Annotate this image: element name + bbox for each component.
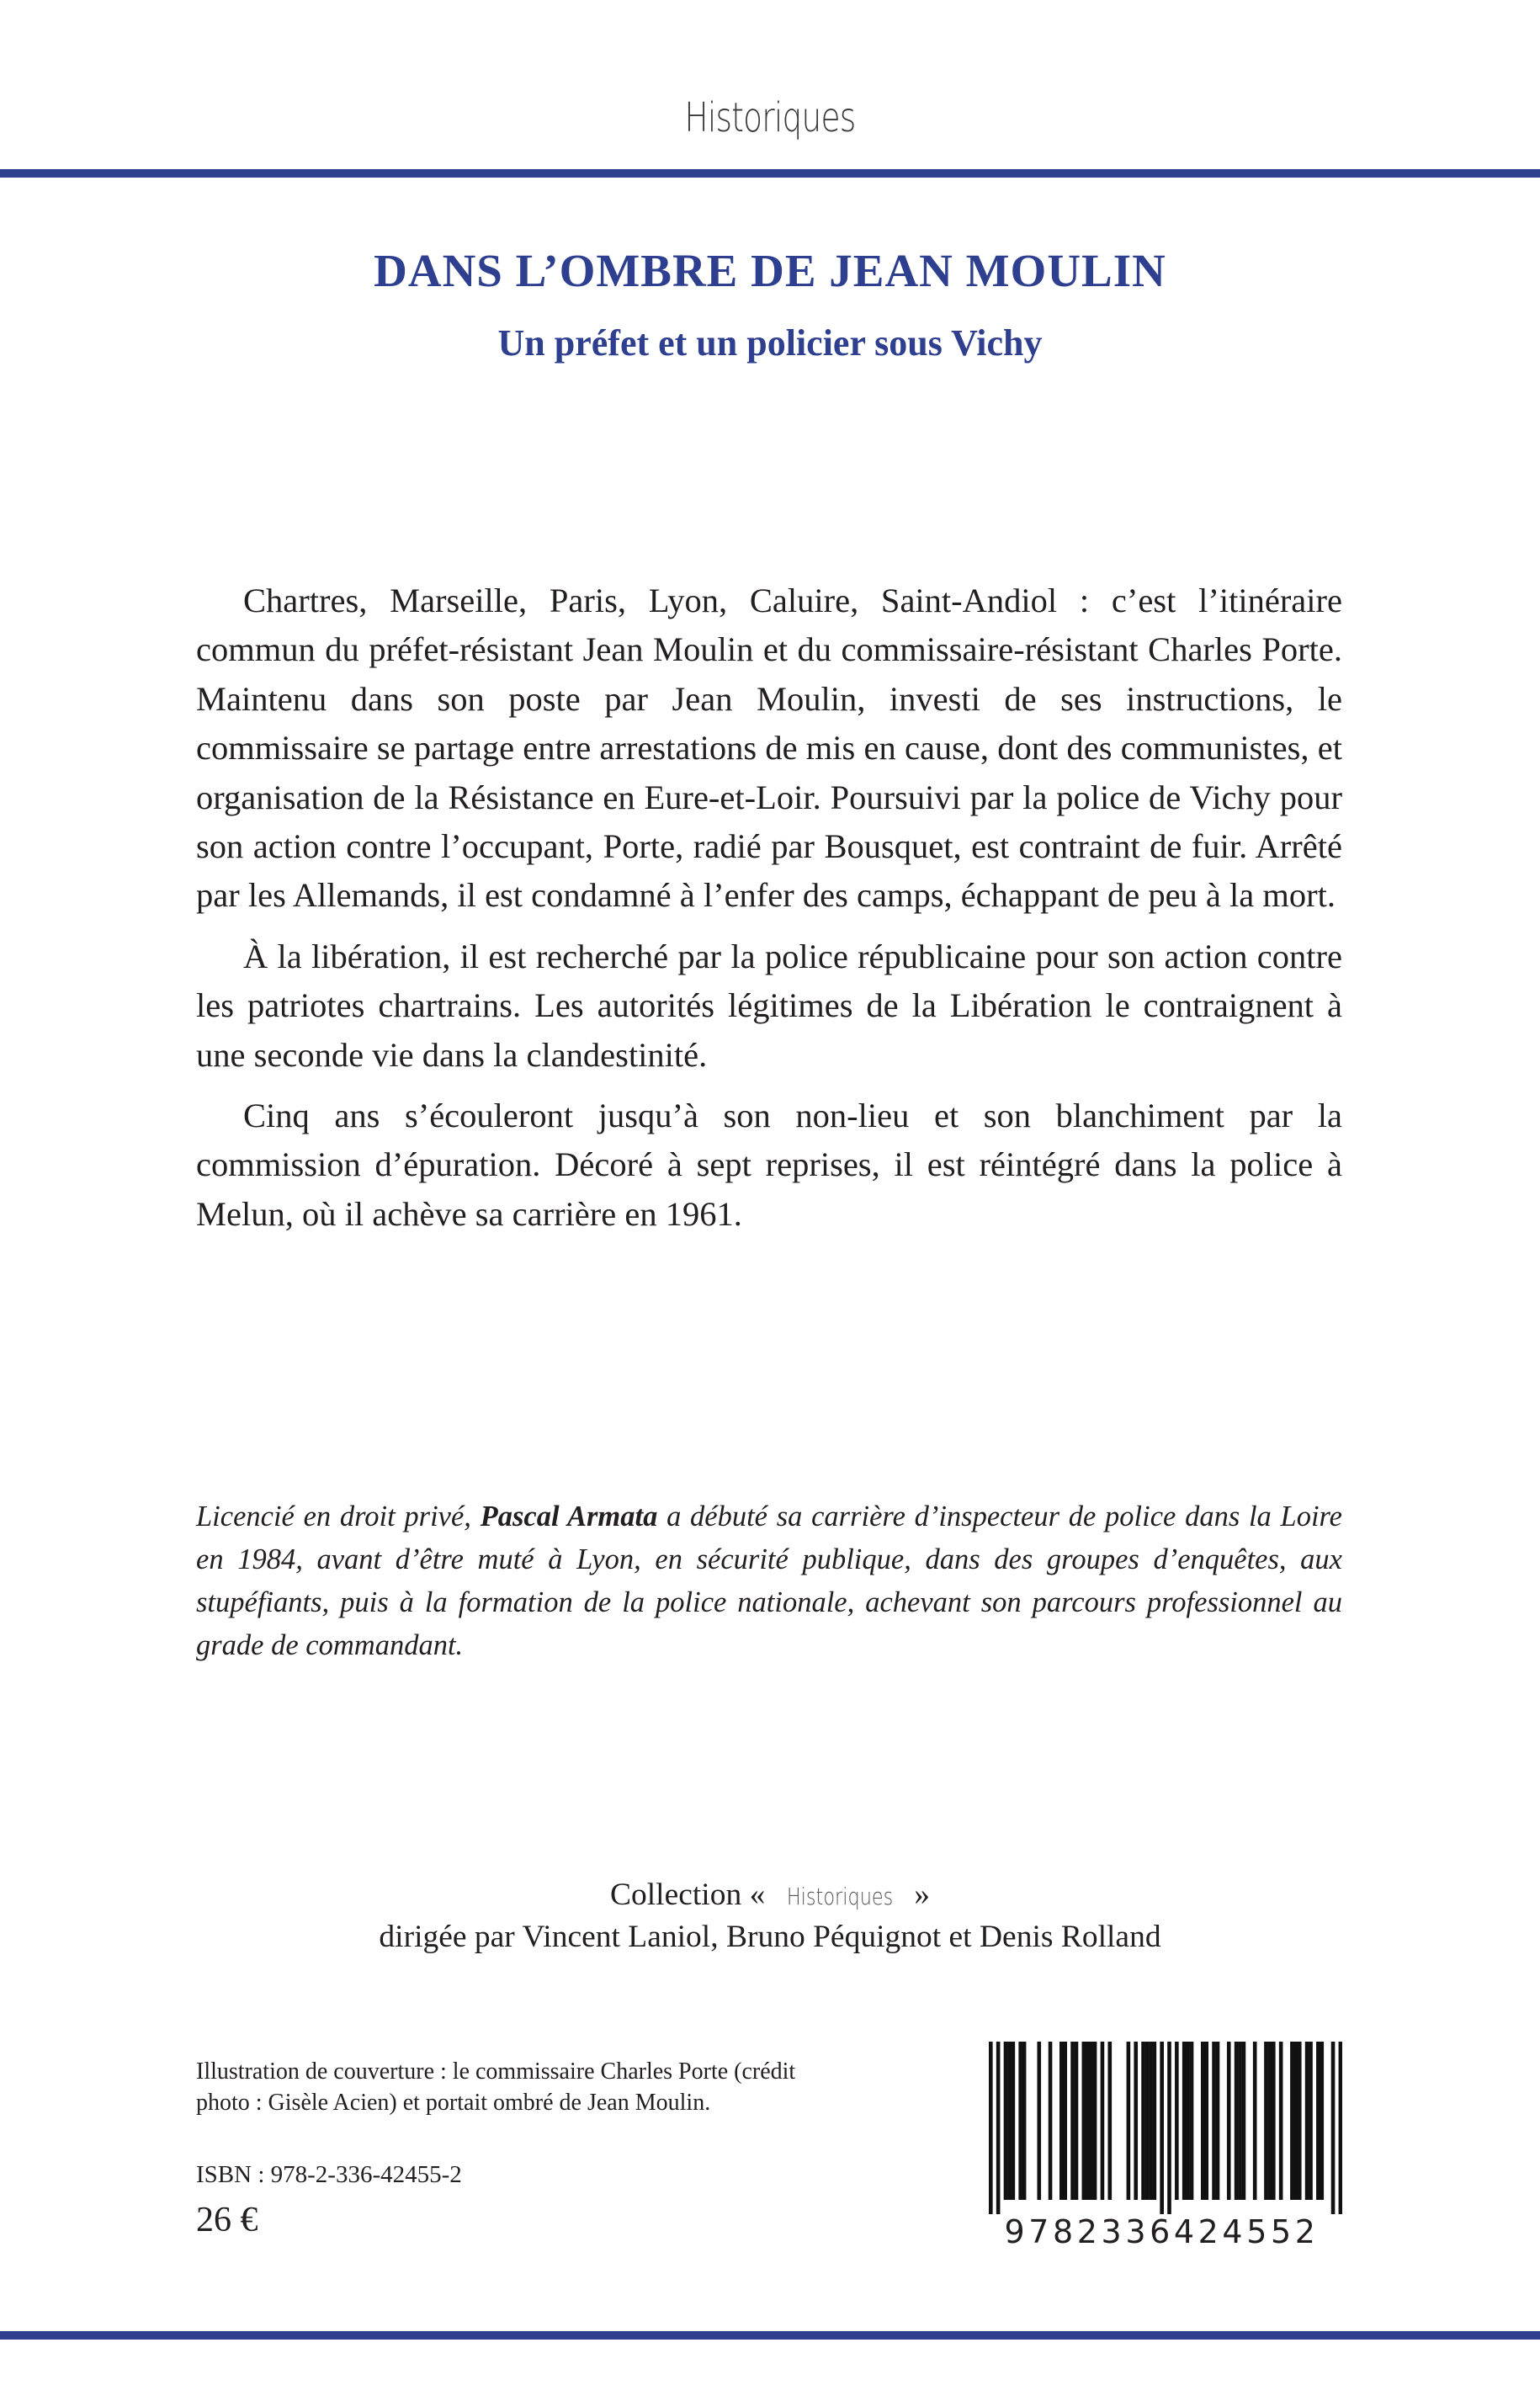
barcode-bar bbox=[1235, 2042, 1239, 2200]
barcode-bar bbox=[1127, 2042, 1131, 2200]
barcode-bar bbox=[996, 2042, 1001, 2214]
blurb-paragraph: Cinq ans s’écouleront jusqu’à son non-lieu et son blanchiment par la commission d’épuration. Décoré à sept reprises, il est réintégré dans la police à Melun, où il achève sa carrière en 1961. bbox=[196, 1097, 1342, 1233]
barcode-bar bbox=[1182, 2042, 1187, 2200]
barcode bbox=[989, 2042, 1342, 2228]
collection-line bbox=[0, 1875, 1540, 1917]
barcode-bar bbox=[1101, 2042, 1105, 2200]
barcode-bar bbox=[1070, 2042, 1075, 2200]
book-subtitle: Un préfet et un policier sous Vichy bbox=[497, 322, 1043, 364]
barcode-bar bbox=[1082, 2042, 1086, 2200]
barcode-bar bbox=[1331, 2042, 1336, 2214]
collection-directors: dirigée par Vincent Laniol, Bruno Péquignot et Denis Rolland bbox=[379, 1920, 1161, 1954]
barcode-bar bbox=[1107, 2042, 1112, 2200]
barcode-bar bbox=[1190, 2042, 1194, 2200]
barcode-bar bbox=[1004, 2042, 1008, 2200]
barcode-bar bbox=[1305, 2042, 1309, 2200]
book-title: DANS L’OMBRE DE JEAN MOULIN bbox=[374, 245, 1166, 296]
barcode-bar bbox=[1253, 2042, 1257, 2200]
barcode-bar bbox=[1298, 2042, 1302, 2200]
author-bio-text: a débuté sa carrière d’inspecteur de police dans la Loire en 1984, avant d’être muté à Lyon, en sécurité publique, dans des groupes d’enquêtes, aux stupéfiants, puis à la formation de la police nationale, achevant son parcours professionnel au grade de commandant. bbox=[196, 1501, 1342, 1661]
barcode-bar bbox=[1007, 2042, 1012, 2200]
barcode-bar bbox=[1212, 2042, 1216, 2200]
barcode-bar bbox=[1086, 2042, 1090, 2200]
barcode-bar bbox=[1201, 2042, 1205, 2200]
author-bio bbox=[196, 1495, 1342, 1667]
barcode-bar bbox=[1160, 2042, 1164, 2214]
barcode-bar bbox=[1022, 2042, 1027, 2200]
barcode-bar bbox=[1216, 2042, 1220, 2200]
blurb bbox=[196, 576, 1342, 1251]
barcode-bar bbox=[1075, 2042, 1079, 2200]
collection-prefix: Collection « bbox=[609, 1878, 773, 1912]
barcode-bar bbox=[1063, 2042, 1067, 2200]
bottom-rule bbox=[0, 2331, 1540, 2340]
barcode-bar bbox=[1242, 2042, 1246, 2200]
barcode-bar bbox=[1018, 2042, 1022, 2200]
barcode-bar bbox=[1264, 2042, 1268, 2200]
cover-credit: Illustration de couverture : le commissaire Charles Porte (crédit photo : Gisèle Acien) et portait ombré de Jean Moulin. bbox=[196, 2058, 796, 2116]
barcode-bar bbox=[1167, 2042, 1171, 2214]
author-name: Pascal Armata bbox=[480, 1501, 658, 1532]
barcode-bar bbox=[1175, 2042, 1179, 2200]
barcode-bar bbox=[1134, 2042, 1138, 2200]
barcode-bar bbox=[1279, 2042, 1283, 2200]
barcode-bar bbox=[1149, 2042, 1153, 2200]
barcode-bar bbox=[1145, 2042, 1150, 2200]
price: 26 € bbox=[196, 2201, 258, 2239]
top-rule bbox=[0, 169, 1540, 178]
barcode-bar bbox=[1153, 2042, 1157, 2200]
barcode-bar bbox=[1227, 2042, 1231, 2200]
barcode-bar bbox=[1339, 2042, 1342, 2214]
barcode-bar bbox=[1268, 2042, 1272, 2200]
barcode-bar bbox=[1093, 2042, 1097, 2200]
barcode-bar bbox=[1316, 2042, 1320, 2200]
series-name: Historiques bbox=[684, 94, 856, 141]
barcode-bar bbox=[1037, 2042, 1041, 2200]
barcode-bar bbox=[1204, 2042, 1208, 2200]
collection-name: Historiques bbox=[786, 1883, 894, 1910]
barcode-bar bbox=[1290, 2042, 1294, 2200]
author-bio-intro: Licencié en droit privé, bbox=[196, 1501, 481, 1532]
blurb-paragraph: Chartres, Marseille, Paris, Lyon, Caluire, Saint-Andiol : c’est l’itinéraire commun du préfet-résistant Jean Moulin et du commissaire-résistant Charles Porte. Maintenu dans son poste par Jean Moulin, investi de ses instructions, le commissaire se partage entre arrestations de mis en cause, dont des communistes, et organisation de la Résistance en Eure-et-Loir. Poursuivi par la police de Vichy pour son action contre l’occupant, Porte, radié par Bousquet, est contraint de fuir. Arrêté par les Allemands, il est condamné à l’enfer des camps, échappant de peu à la mort. bbox=[196, 582, 1342, 915]
collection-info bbox=[0, 1875, 1540, 1957]
barcode-bar bbox=[1238, 2042, 1242, 2200]
barcode-bar bbox=[1141, 2042, 1145, 2200]
barcode-bar bbox=[1272, 2042, 1276, 2200]
barcode-bar bbox=[1309, 2042, 1313, 2200]
collection-suffix: » bbox=[905, 1878, 930, 1912]
barcode-bar bbox=[1012, 2042, 1016, 2200]
barcode-bar bbox=[1294, 2042, 1298, 2200]
barcode-bar bbox=[1320, 2042, 1324, 2200]
isbn: ISBN : 978-2-336-42455-2 bbox=[196, 2161, 462, 2188]
barcode-bar bbox=[989, 2042, 993, 2214]
barcode-bar bbox=[1059, 2042, 1064, 2200]
barcode-digits: 9782336424552 bbox=[1004, 2213, 1320, 2250]
barcode-bar bbox=[1049, 2042, 1053, 2200]
blurb-paragraph: À la libération, il est recherché par la police républicaine pour son action contre les patriotes chartrains. Les autorités légitimes de la Libération le contraignent à une seconde vie dans la clandestinité. bbox=[196, 937, 1342, 1074]
barcode-bar bbox=[1089, 2042, 1093, 2200]
barcode-bar bbox=[1186, 2042, 1190, 2200]
